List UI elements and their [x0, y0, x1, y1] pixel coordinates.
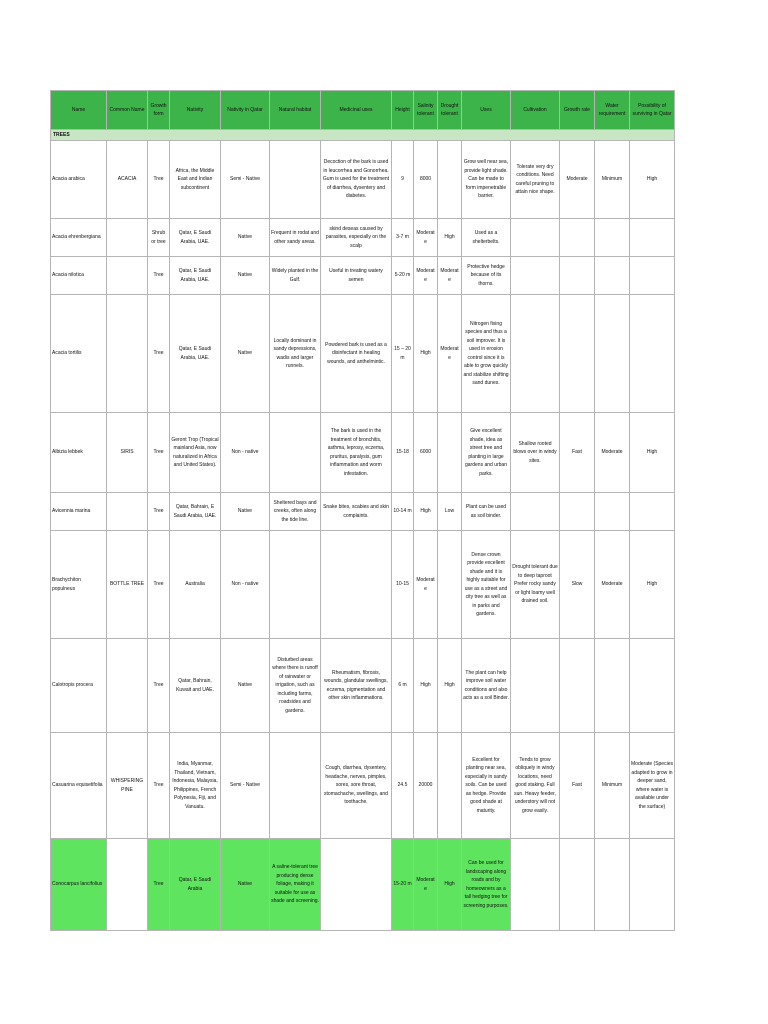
cell-uses: Used as a shelterbelts. [462, 219, 511, 257]
cell-cultivation [511, 639, 560, 733]
cell-habitat: Sheltered bays and creeks, often along the tide line. [270, 493, 321, 531]
cell-survival [630, 639, 675, 733]
cell-height: 6 m [392, 639, 414, 733]
cell-growth-rate: Moderate [560, 141, 595, 219]
cell-growth-rate [560, 493, 595, 531]
cell-common-name: SIRIS [107, 413, 148, 493]
cell-name: Albizia lebbek [51, 413, 107, 493]
cell-drought [438, 531, 462, 639]
cell-name: Conocarpus lancifolius [51, 839, 107, 931]
cell-growth-form: Tree [148, 531, 170, 639]
header-common-name: Common Name [107, 91, 148, 130]
cell-nativity: Qatar, Bahrain, E Saudi Arabia, UAE. [170, 493, 221, 531]
cell-common-name: BOTTLE TREE [107, 531, 148, 639]
cell-medicinal: Useful in treating watery semen [321, 257, 392, 295]
cell-survival: High [630, 413, 675, 493]
cell-uses: Dense crown provide excellent shade and it is highly suitable for use as a street and city tree as well as in parks and gardens. [462, 531, 511, 639]
cell-height: 3-7 m [392, 219, 414, 257]
cell-height: 9 [392, 141, 414, 219]
cell-nativity: Qatar, E Saudi Arabia, UAE. [170, 257, 221, 295]
header-cultivation: Cultivation [511, 91, 560, 130]
cell-height: 15-18 [392, 413, 414, 493]
header-nativity-qatar: Nativity in Qatar [221, 91, 270, 130]
cell-growth-rate [560, 219, 595, 257]
cell-salinity: 6000 [414, 413, 438, 493]
cell-name: Calotropis procera [51, 639, 107, 733]
cell-name: Acacia ehrenbergiana [51, 219, 107, 257]
header-natural-habitat: Natural habitat [270, 91, 321, 130]
cell-uses: The plant can help improve soil water conditions and also acts as a soil Binder. [462, 639, 511, 733]
cell-growth-rate: Slow [560, 531, 595, 639]
cell-common-name [107, 639, 148, 733]
cell-habitat: A saline-tolerant tree producing dense foliage, making it suitable for use as shade and screening. [270, 839, 321, 931]
cell-cultivation: Drought tolerant due to deep taproot Prefer rocky sandy or light loamy well drained soil. [511, 531, 560, 639]
cell-growth-rate [560, 257, 595, 295]
cell-cultivation: Shallow rooted blows over in windy sites. [511, 413, 560, 493]
cell-habitat [270, 733, 321, 839]
cell-salinity: Moderate [414, 839, 438, 931]
cell-nativity-qatar: Native [221, 839, 270, 931]
cell-height: 15 – 20 m [392, 295, 414, 413]
table-row [51, 257, 675, 295]
cell-growth-rate: Fast [560, 413, 595, 493]
cell-water [595, 493, 630, 531]
cell-drought [438, 413, 462, 493]
cell-height: 10-15 [392, 531, 414, 639]
cell-growth-form: Tree [148, 839, 170, 931]
cell-water: Moderate [595, 531, 630, 639]
cell-survival: Moderate (Species adapted to grow in deeper sand, where water is available under the surface) [630, 733, 675, 839]
cell-survival [630, 295, 675, 413]
cell-medicinal: Cough, diarrhea, dysentery, headache, nerves, pimples, sores, sore throat, stomachache, swellings, and toothache. [321, 733, 392, 839]
cell-nativity-qatar: Native [221, 219, 270, 257]
cell-uses: Give excellent shade, idea as street tree and planting in large gardens and urban parks. [462, 413, 511, 493]
cell-survival [630, 257, 675, 295]
header-growth-form: Growth form [148, 91, 170, 130]
table-row [51, 733, 675, 839]
section-label: TREES [51, 130, 675, 141]
cell-nativity-qatar: Semi - Native [221, 141, 270, 219]
header-row [51, 91, 675, 130]
cell-uses: Plant can be used as soil binder. [462, 493, 511, 531]
cell-growth-rate [560, 839, 595, 931]
cell-medicinal: Decoction of the bark is used in leucorrhea and Gonorrhea. Gum is used for the treatment of diarrhea, dysentery and diabetes. [321, 141, 392, 219]
cell-survival [630, 839, 675, 931]
cell-salinity: 8000 [414, 141, 438, 219]
cell-growth-form: Tree [148, 141, 170, 219]
cell-nativity: Geront Trop (Tropical mainland Asia, now naturalized in Africa and United States). [170, 413, 221, 493]
cell-medicinal: The bark is used in the treatment of bronchitis, asthma, leprosy, eczema, pruritus, paralysis, gum inflammation and worm infestation. [321, 413, 392, 493]
cell-uses: Can be used for landscaping along roads and by homeowners as a tall hedging tree for screening purposes. [462, 839, 511, 931]
cell-drought: Moderate [438, 257, 462, 295]
cell-height: 15-20 m [392, 839, 414, 931]
header-survival: Possibility of surviving in Qatar [630, 91, 675, 130]
cell-uses: Protective hedge because of its thorns. [462, 257, 511, 295]
cell-nativity-qatar: Native [221, 295, 270, 413]
table-row [51, 639, 675, 733]
cell-common-name: ACACIA [107, 141, 148, 219]
cell-growth-form: Tree [148, 639, 170, 733]
cell-salinity: High [414, 639, 438, 733]
cell-nativity: Africa, the Middle East and Indian subcontinent [170, 141, 221, 219]
cell-salinity: High [414, 493, 438, 531]
cell-cultivation [511, 257, 560, 295]
cell-drought [438, 733, 462, 839]
header-height: Height [392, 91, 414, 130]
cell-water [595, 257, 630, 295]
cell-drought: High [438, 639, 462, 733]
cell-growth-form: Tree [148, 413, 170, 493]
cell-nativity-qatar: Native [221, 257, 270, 295]
cell-habitat [270, 413, 321, 493]
cell-water: Moderate [595, 413, 630, 493]
cell-nativity: Australia [170, 531, 221, 639]
cell-cultivation [511, 295, 560, 413]
cell-drought: Low [438, 493, 462, 531]
cell-height: 5-20 m [392, 257, 414, 295]
cell-medicinal [321, 531, 392, 639]
table-row [51, 413, 675, 493]
cell-name: Casuarina equisetifolia [51, 733, 107, 839]
cell-name: Acacia arabica [51, 141, 107, 219]
cell-drought: High [438, 839, 462, 931]
cell-water: Minimum [595, 733, 630, 839]
cell-height: 10-14 m [392, 493, 414, 531]
cell-nativity-qatar: Semi - Native [221, 733, 270, 839]
cell-salinity: Moderate [414, 257, 438, 295]
cell-nativity: Qatar, E Saudi Arabia [170, 839, 221, 931]
cell-habitat: Locally dominant in sandy depressions, wadis and larger runnels. [270, 295, 321, 413]
cell-name: Acacia nilotica [51, 257, 107, 295]
cell-common-name [107, 219, 148, 257]
table-row [51, 219, 675, 257]
cell-habitat: Disturbed areas where there is runoff of rainwater or irrigation, such as including farms, roadsides and gardens. [270, 639, 321, 733]
cell-water [595, 639, 630, 733]
cell-growth-rate: Fast [560, 733, 595, 839]
header-name: Name [51, 91, 107, 130]
plant-data-table [50, 90, 675, 931]
cell-name: Acacia tortilis [51, 295, 107, 413]
cell-habitat [270, 531, 321, 639]
cell-height: 24.5 [392, 733, 414, 839]
cell-growth-rate [560, 295, 595, 413]
cell-uses: Grow well near sea, provide light shade. Can be made to form impenetrable barrier. [462, 141, 511, 219]
cell-cultivation: Tolerate very dry conditions. Need careful pruning to attain nice shape. [511, 141, 560, 219]
table-row [51, 141, 675, 219]
cell-growth-form: Tree [148, 493, 170, 531]
cell-name: Avicennia marina [51, 493, 107, 531]
header-drought: Drought tolerant [438, 91, 462, 130]
cell-uses: Nitrogen fixing species and thus a soil improver. It is used in erosion control since it is able to grow quickly and stabilize shifting sand dunes. [462, 295, 511, 413]
header-growth-rate: Growth rate [560, 91, 595, 130]
cell-water [595, 295, 630, 413]
table-row [51, 493, 675, 531]
cell-common-name [107, 257, 148, 295]
cell-common-name [107, 839, 148, 931]
cell-water [595, 219, 630, 257]
cell-medicinal: Rheumatism, fibrosis, wounds, glandular swellings, eczema, pigmentation and other skin inflammations. [321, 639, 392, 733]
cell-growth-form: Tree [148, 257, 170, 295]
cell-survival [630, 219, 675, 257]
cell-growth-form: Shrub or tree [148, 219, 170, 257]
cell-salinity: 20000 [414, 733, 438, 839]
cell-nativity-qatar: Native [221, 493, 270, 531]
table-row [51, 839, 675, 931]
cell-drought: Moderate [438, 295, 462, 413]
cell-survival: High [630, 141, 675, 219]
cell-medicinal: skind deseas caused by parasites, especially on the scalp [321, 219, 392, 257]
cell-habitat: Frequent in rodat and other sandy areas. [270, 219, 321, 257]
cell-growth-rate [560, 639, 595, 733]
cell-drought: High [438, 219, 462, 257]
cell-cultivation: Tends to grow obliquely in windy locations, need good staking. Full sun. Heavy feeder, understory will not grow easily. [511, 733, 560, 839]
header-nativity: Nativity [170, 91, 221, 130]
cell-cultivation [511, 493, 560, 531]
header-medicinal-uses: Medicinal uses [321, 91, 392, 130]
cell-water [595, 839, 630, 931]
cell-medicinal: Powdered bark is used as a disinfectant in healing wounds, and anthelmintic. [321, 295, 392, 413]
cell-nativity-qatar: Non - native [221, 413, 270, 493]
cell-salinity: Moderate [414, 219, 438, 257]
cell-growth-form: Tree [148, 733, 170, 839]
table-row [51, 531, 675, 639]
cell-salinity: High [414, 295, 438, 413]
cell-cultivation [511, 839, 560, 931]
section-row [51, 130, 675, 141]
cell-survival: High [630, 531, 675, 639]
header-uses: Uses [462, 91, 511, 130]
cell-common-name: WHISPERING PINE [107, 733, 148, 839]
header-salinity: Salinity tolerant [414, 91, 438, 130]
cell-water: Minimum [595, 141, 630, 219]
cell-nativity: Qatar, Bahrain, Kuwait and UAE. [170, 639, 221, 733]
cell-habitat [270, 141, 321, 219]
cell-common-name [107, 295, 148, 413]
cell-growth-form: Tree [148, 295, 170, 413]
cell-cultivation [511, 219, 560, 257]
cell-medicinal [321, 839, 392, 931]
cell-survival [630, 493, 675, 531]
cell-uses: Excellent for planting near sea, especially in sandy soils. Can be used as hedge. Provide good shade at maturity. [462, 733, 511, 839]
cell-nativity: Qatar, E Saudi Arabia, UAE. [170, 295, 221, 413]
cell-nativity-qatar: Non - native [221, 531, 270, 639]
cell-salinity: Moderate [414, 531, 438, 639]
cell-name: Brachychiton populneus [51, 531, 107, 639]
cell-common-name [107, 493, 148, 531]
cell-nativity-qatar: Native [221, 639, 270, 733]
cell-nativity: India, Myanmar, Thailand, Vietnam, Indonesia, Malaysia, Philippines, French Polynesia, Fiji, and Vanuatu. [170, 733, 221, 839]
cell-nativity: Qatar, E Saudi Arabia, UAE. [170, 219, 221, 257]
table-row [51, 295, 675, 413]
header-water: Water requirement [595, 91, 630, 130]
cell-drought [438, 141, 462, 219]
cell-medicinal: Snake bites, scabies and skin complaints. [321, 493, 392, 531]
cell-habitat: Widely planted in the Gulf. [270, 257, 321, 295]
